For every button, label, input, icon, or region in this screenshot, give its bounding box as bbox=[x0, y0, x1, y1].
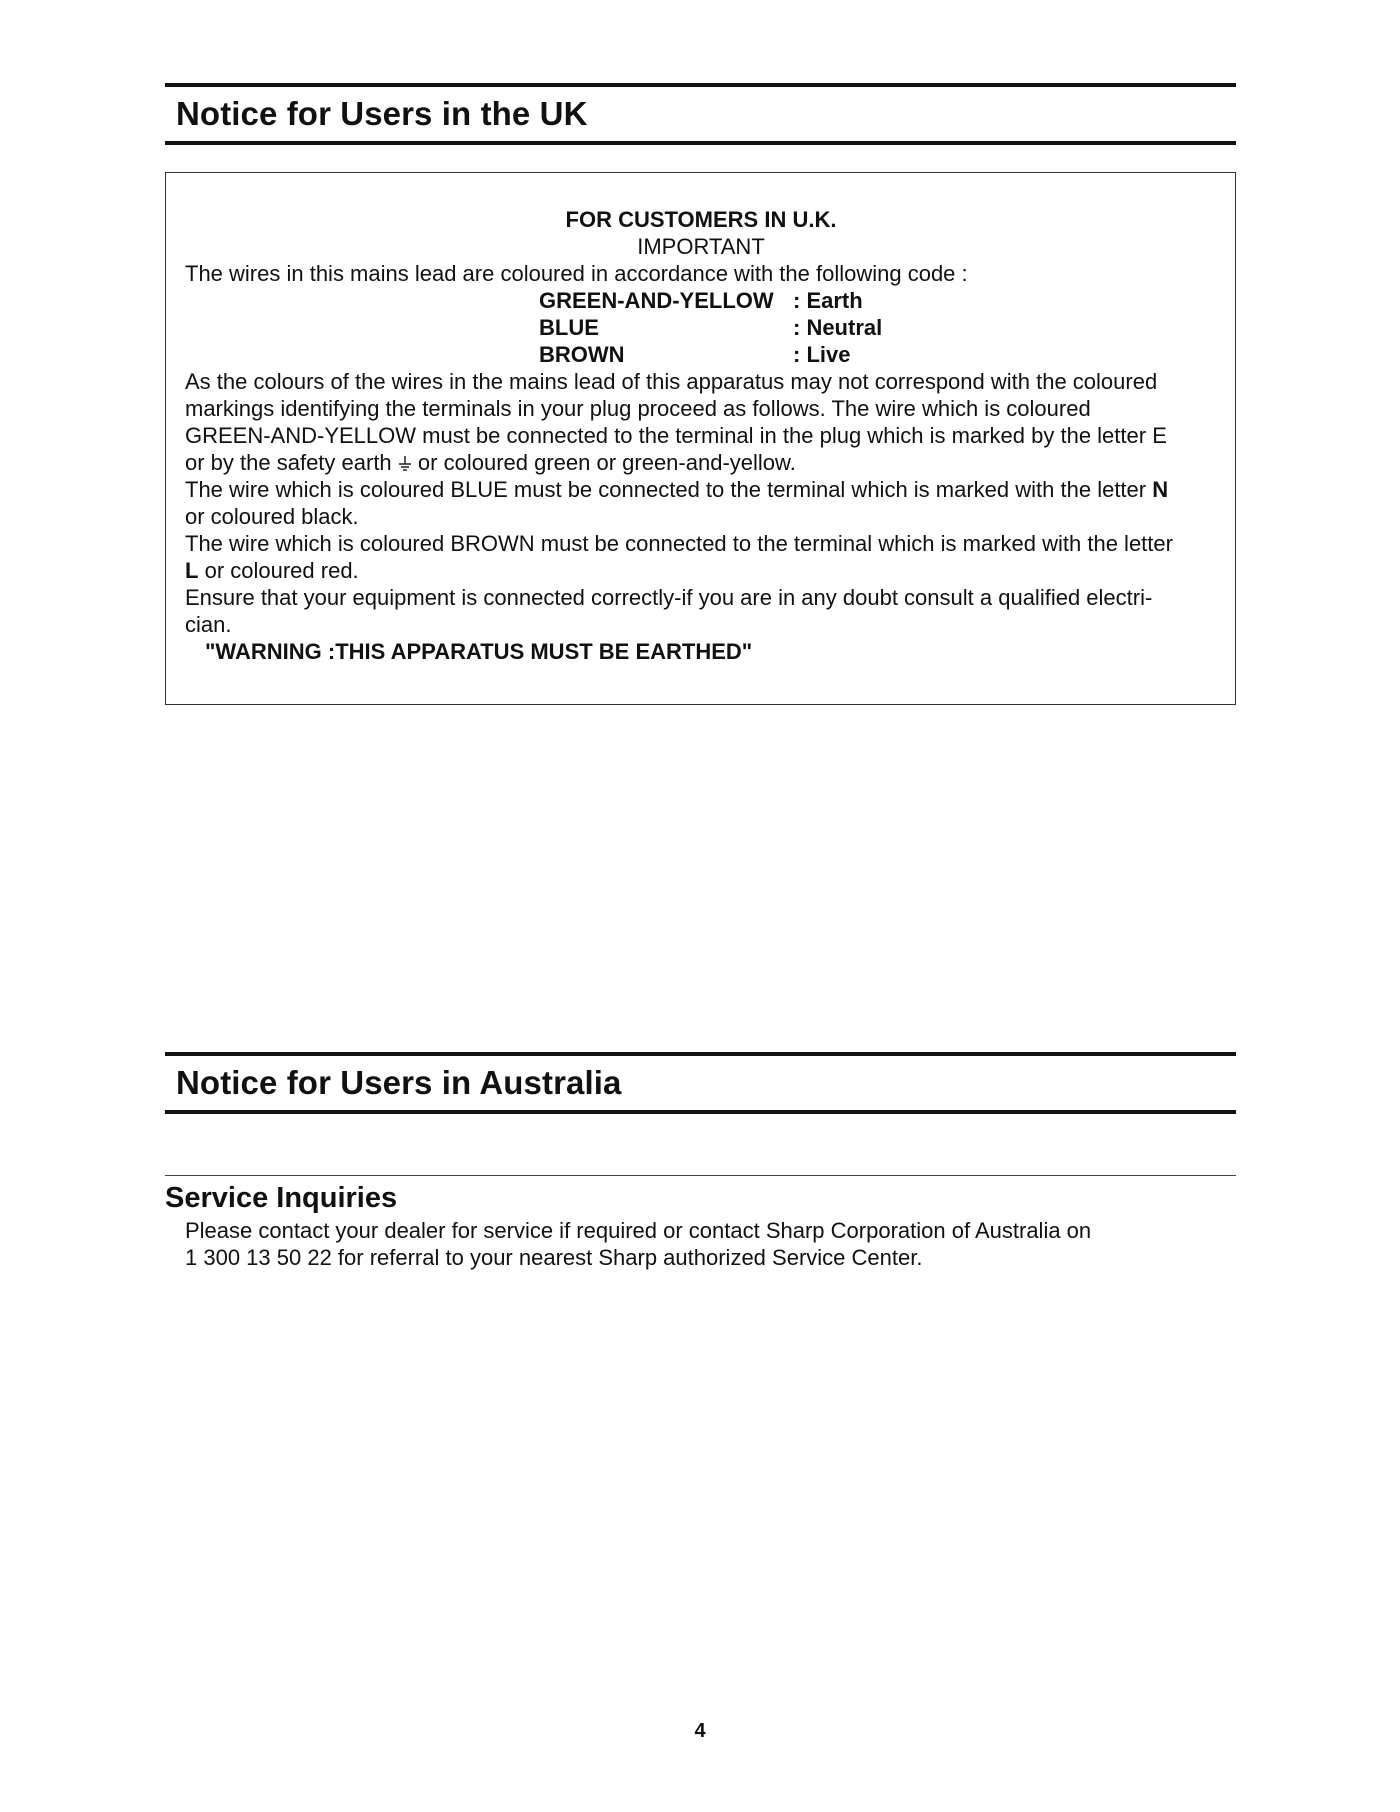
para4-line1: Ensure that your equipment is connected correctly-if you are in any doubt consult a qualified electri- bbox=[185, 585, 1153, 610]
para4-line2: cian. bbox=[185, 612, 232, 637]
para1-line4b: or coloured green or green-and-yellow. bbox=[417, 450, 796, 475]
para1-line4a: or by the safety earth bbox=[185, 450, 392, 475]
uk-notice-content bbox=[185, 206, 1217, 665]
australia-section-title: Notice for Users in Australia bbox=[176, 1064, 622, 1101]
wire-code-row bbox=[539, 341, 1217, 368]
earth-ground-icon bbox=[398, 451, 412, 467]
page-number: 4 bbox=[694, 1720, 706, 1742]
australia-section-header bbox=[165, 1052, 1236, 1114]
wire-color-code-table bbox=[539, 287, 1217, 368]
live-letter: L bbox=[185, 558, 199, 583]
uk-section-header bbox=[165, 83, 1236, 145]
wire-code-row bbox=[539, 287, 1217, 314]
wire-meaning: : Earth bbox=[793, 288, 863, 313]
uk-section-title: Notice for Users in the UK bbox=[176, 95, 588, 132]
para1-line1: As the colours of the wires in the mains lead of this apparatus may not correspond with the coloured bbox=[185, 369, 1158, 394]
para1-line2: markings identifying the terminals in your plug proceed as follows. The wire which is coloured bbox=[185, 396, 1091, 421]
para2-line2: or coloured black. bbox=[185, 504, 359, 529]
para3-line2: or coloured red. bbox=[204, 558, 359, 583]
wire-color: GREEN-AND-YELLOW bbox=[539, 288, 774, 313]
wire-meaning: : Neutral bbox=[793, 315, 883, 340]
wire-color: BLUE bbox=[539, 315, 599, 340]
para2-line1: The wire which is coloured BLUE must be connected to the terminal which is marked with the letter bbox=[185, 477, 1147, 502]
service-inquiries-title: Service Inquiries bbox=[165, 1182, 398, 1214]
notice-paragraph-earth bbox=[185, 368, 1217, 476]
earthed-warning: "WARNING :THIS APPARATUS MUST BE EARTHED" bbox=[205, 639, 753, 664]
notice-subheading: IMPORTANT bbox=[637, 234, 765, 259]
service-divider bbox=[165, 1175, 1236, 1176]
service-inquiries-text bbox=[185, 1217, 1185, 1271]
notice-paragraph-blue bbox=[185, 476, 1217, 530]
para1-line3: GREEN-AND-YELLOW must be connected to the terminal in the plug which is marked by the letter E bbox=[185, 423, 1167, 448]
notice-paragraph-ensure bbox=[185, 584, 1217, 638]
service-line2: 1 300 13 50 22 for referral to your nearest Sharp authorized Service Center. bbox=[185, 1245, 923, 1270]
neutral-letter: N bbox=[1152, 477, 1169, 502]
service-line1: Please contact your dealer for service if required or contact Sharp Corporation of Australia on bbox=[185, 1218, 1092, 1243]
notice-intro: The wires in this mains lead are coloured in accordance with the following code : bbox=[185, 261, 968, 286]
wire-color: BROWN bbox=[539, 342, 625, 367]
wire-code-row bbox=[539, 314, 1217, 341]
uk-customer-notice-box bbox=[165, 172, 1236, 705]
notice-heading: FOR CUSTOMERS IN U.K. bbox=[565, 207, 837, 232]
notice-paragraph-brown bbox=[185, 530, 1217, 584]
para3-line1: The wire which is coloured BROWN must be connected to the terminal which is marked with the letter bbox=[185, 531, 1173, 556]
wire-meaning: : Live bbox=[793, 342, 851, 367]
